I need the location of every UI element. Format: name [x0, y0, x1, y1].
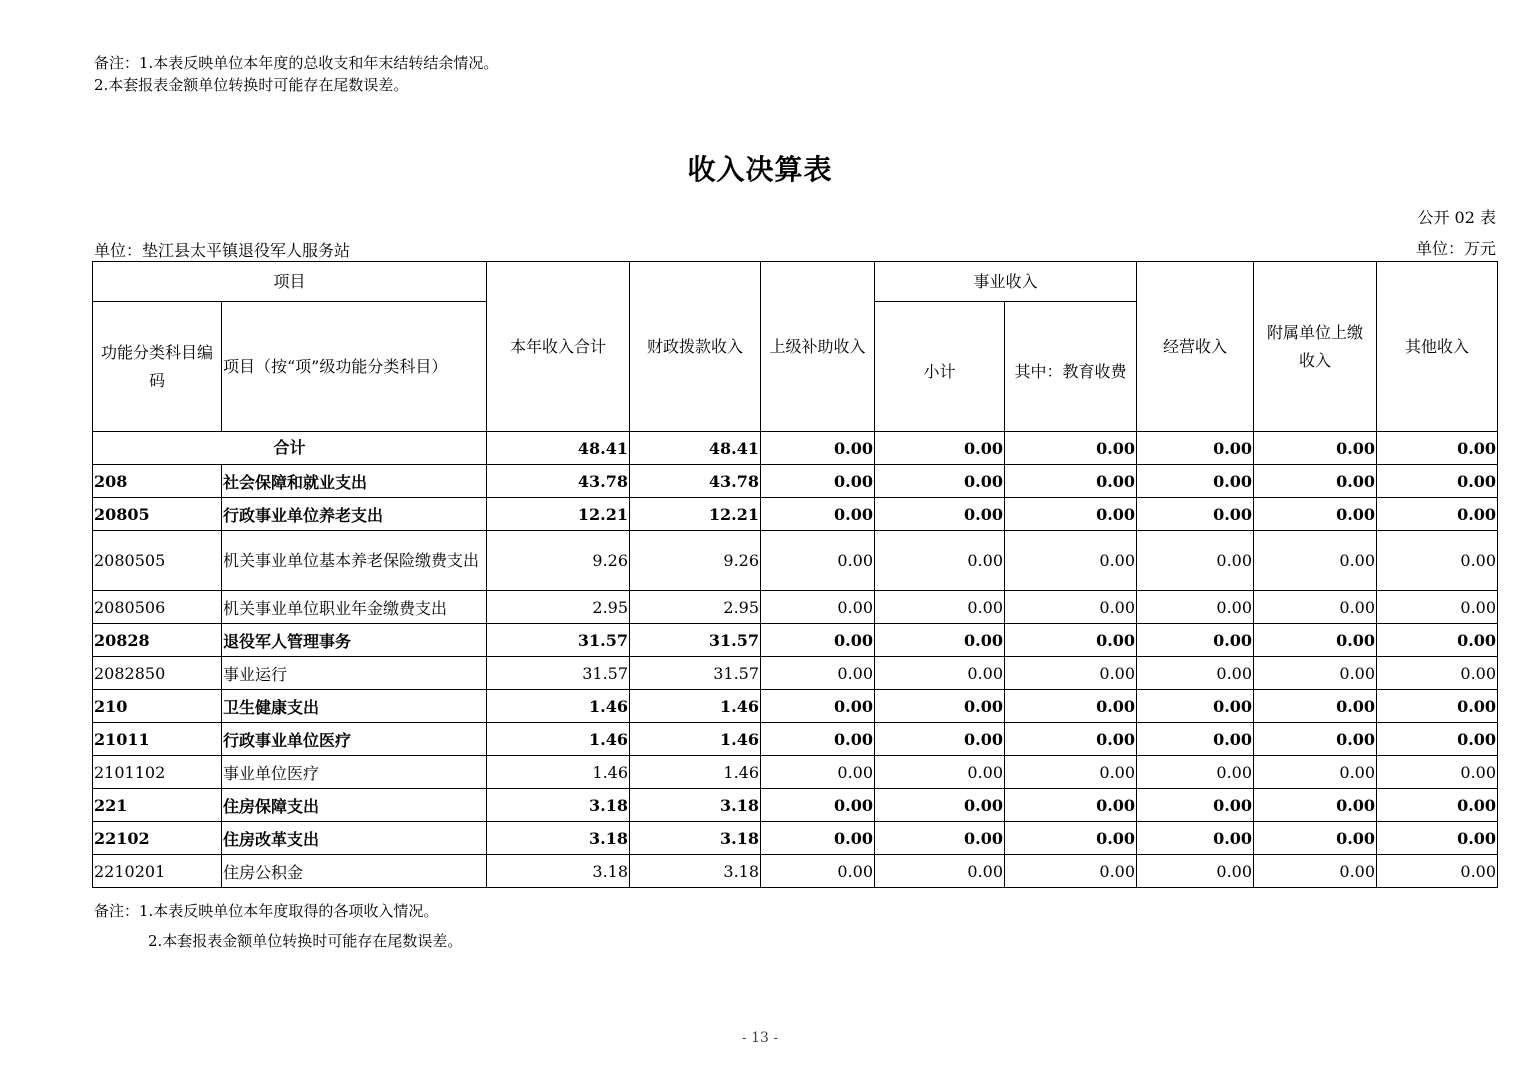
table-row [93, 465, 1498, 498]
row-value: 0.00 [1377, 756, 1498, 789]
row-value: 0.00 [875, 723, 1005, 756]
row-name: 事业单位医疗 [222, 756, 487, 789]
row-value: 0.00 [761, 756, 875, 789]
row-value: 0.00 [1137, 591, 1254, 624]
row-code: 221 [93, 789, 222, 822]
top-note-line-1: 备注：1.本表反映单位本年度的总收支和年末结转结余情况。 [94, 54, 499, 72]
row-value: 0.00 [1377, 789, 1498, 822]
row-value: 1.46 [630, 690, 761, 723]
total-label: 合计 [93, 432, 487, 465]
row-value: 0.00 [1005, 822, 1137, 855]
total-value: 0.00 [1137, 432, 1254, 465]
row-value: 0.00 [875, 531, 1005, 591]
total-value: 0.00 [1254, 432, 1377, 465]
row-value: 0.00 [875, 498, 1005, 531]
row-code: 2082850 [93, 657, 222, 690]
row-value: 3.18 [487, 822, 630, 855]
row-value: 0.00 [1254, 531, 1377, 591]
row-value: 0.00 [875, 756, 1005, 789]
header-affiliated: 附属单位上缴收入 [1254, 262, 1377, 432]
page-number: - 13 - [741, 1030, 779, 1046]
bottom-note-line-1: 备注：1.本表反映单位本年度取得的各项收入情况。 [94, 902, 439, 920]
header-subtotal: 小计 [875, 302, 1005, 432]
header-superior: 上级补助收入 [761, 262, 875, 432]
row-value: 0.00 [1005, 756, 1137, 789]
row-name: 住房保障支出 [222, 789, 487, 822]
header-total: 本年收入合计 [487, 262, 630, 432]
row-value: 0.00 [761, 789, 875, 822]
row-value: 0.00 [875, 465, 1005, 498]
total-row [93, 432, 1498, 465]
table-row [93, 624, 1498, 657]
header-project-group: 项目 [93, 262, 487, 302]
row-name: 机关事业单位职业年金缴费支出 [222, 591, 487, 624]
total-value: 0.00 [875, 432, 1005, 465]
row-value: 0.00 [1005, 723, 1137, 756]
form-id: 公开 02 表 [1417, 208, 1496, 227]
table-row [93, 690, 1498, 723]
row-value: 0.00 [761, 531, 875, 591]
row-value: 0.00 [1005, 657, 1137, 690]
unit-currency: 单位：万元 [1415, 239, 1496, 258]
total-value: 0.00 [1377, 432, 1498, 465]
table-row [93, 657, 1498, 690]
header-other: 其他收入 [1377, 262, 1498, 432]
table-row [93, 531, 1498, 591]
row-value: 0.00 [1137, 723, 1254, 756]
row-value: 0.00 [1377, 624, 1498, 657]
row-value: 43.78 [487, 465, 630, 498]
row-value: 1.46 [630, 756, 761, 789]
row-value: 0.00 [1254, 591, 1377, 624]
row-value: 31.57 [630, 657, 761, 690]
row-value: 0.00 [1137, 624, 1254, 657]
row-value: 12.21 [487, 498, 630, 531]
row-code: 2101102 [93, 756, 222, 789]
row-value: 0.00 [1005, 531, 1137, 591]
row-value: 3.18 [630, 789, 761, 822]
row-value: 31.57 [630, 624, 761, 657]
table-row [93, 756, 1498, 789]
bottom-note-line-2: 2.本套报表金额单位转换时可能存在尾数误差。 [148, 932, 463, 950]
row-value: 0.00 [1137, 756, 1254, 789]
row-value: 1.46 [630, 723, 761, 756]
row-code: 2210201 [93, 855, 222, 888]
table-row [93, 591, 1498, 624]
row-value: 0.00 [1137, 498, 1254, 531]
row-value: 0.00 [1377, 591, 1498, 624]
row-value: 0.00 [875, 624, 1005, 657]
row-value: 0.00 [1377, 822, 1498, 855]
row-value: 0.00 [875, 822, 1005, 855]
header-code: 功能分类科目编码 [93, 302, 222, 432]
row-value: 0.00 [1254, 723, 1377, 756]
row-value: 0.00 [1254, 624, 1377, 657]
row-value: 2.95 [487, 591, 630, 624]
row-value: 0.00 [875, 657, 1005, 690]
row-name: 退役军人管理事务 [222, 624, 487, 657]
table-row [93, 855, 1498, 888]
header-row-1 [93, 262, 1498, 302]
row-value: 0.00 [875, 690, 1005, 723]
row-value: 0.00 [875, 789, 1005, 822]
row-name: 社会保障和就业支出 [222, 465, 487, 498]
row-value: 0.00 [1377, 690, 1498, 723]
row-value: 0.00 [761, 822, 875, 855]
row-value: 1.46 [487, 690, 630, 723]
page-title: 收入决算表 [687, 153, 833, 186]
row-value: 0.00 [1254, 690, 1377, 723]
row-value: 0.00 [761, 690, 875, 723]
row-value: 43.78 [630, 465, 761, 498]
row-value: 0.00 [1005, 591, 1137, 624]
row-value: 0.00 [1377, 657, 1498, 690]
table-row [93, 822, 1498, 855]
table-row [93, 789, 1498, 822]
row-name: 住房公积金 [222, 855, 487, 888]
header-name: 项目（按“项”级功能分类科目） [222, 302, 487, 432]
row-value: 0.00 [1005, 789, 1137, 822]
row-value: 0.00 [1137, 855, 1254, 888]
row-name: 行政事业单位医疗 [222, 723, 487, 756]
row-code: 20805 [93, 498, 222, 531]
row-value: 3.18 [487, 789, 630, 822]
row-code: 20828 [93, 624, 222, 657]
row-value: 0.00 [1005, 465, 1137, 498]
row-value: 0.00 [1377, 498, 1498, 531]
row-code: 2080506 [93, 591, 222, 624]
row-value: 0.00 [875, 855, 1005, 888]
total-value: 0.00 [761, 432, 875, 465]
row-value: 0.00 [761, 498, 875, 531]
row-value: 0.00 [1377, 531, 1498, 591]
row-value: 0.00 [761, 624, 875, 657]
row-value: 9.26 [630, 531, 761, 591]
row-value: 0.00 [761, 591, 875, 624]
row-value: 0.00 [1377, 465, 1498, 498]
row-value: 0.00 [1005, 498, 1137, 531]
header-fiscal: 财政拨款收入 [630, 262, 761, 432]
row-name: 机关事业单位基本养老保险缴费支出 [222, 531, 487, 591]
row-code: 208 [93, 465, 222, 498]
row-name: 行政事业单位养老支出 [222, 498, 487, 531]
row-value: 9.26 [487, 531, 630, 591]
row-code: 21011 [93, 723, 222, 756]
unit-name: 单位：垫江县太平镇退役军人服务站 [94, 241, 351, 260]
row-value: 0.00 [1254, 465, 1377, 498]
row-name: 事业运行 [222, 657, 487, 690]
row-name: 卫生健康支出 [222, 690, 487, 723]
row-value: 0.00 [1137, 690, 1254, 723]
top-note-line-2: 2.本套报表金额单位转换时可能存在尾数误差。 [94, 76, 409, 94]
row-value: 0.00 [1254, 657, 1377, 690]
row-value: 0.00 [875, 591, 1005, 624]
row-value: 0.00 [1377, 855, 1498, 888]
row-code: 210 [93, 690, 222, 723]
header-education: 其中：教育收费 [1005, 302, 1137, 432]
row-value: 0.00 [1137, 657, 1254, 690]
row-value: 0.00 [1005, 624, 1137, 657]
row-value: 0.00 [1137, 531, 1254, 591]
row-value: 0.00 [1005, 855, 1137, 888]
row-value: 1.46 [487, 756, 630, 789]
row-value: 0.00 [1137, 822, 1254, 855]
header-business-group: 事业收入 [875, 262, 1137, 302]
table-row [93, 723, 1498, 756]
row-value: 0.00 [1137, 465, 1254, 498]
row-value: 1.46 [487, 723, 630, 756]
row-value: 0.00 [1254, 756, 1377, 789]
row-value: 31.57 [487, 657, 630, 690]
row-value: 3.18 [630, 822, 761, 855]
row-value: 0.00 [761, 855, 875, 888]
table-row [93, 498, 1498, 531]
total-value: 48.41 [487, 432, 630, 465]
row-value: 3.18 [487, 855, 630, 888]
row-value: 12.21 [630, 498, 761, 531]
row-code: 22102 [93, 822, 222, 855]
row-value: 2.95 [630, 591, 761, 624]
row-value: 0.00 [1254, 855, 1377, 888]
row-value: 0.00 [1254, 822, 1377, 855]
total-value: 48.41 [630, 432, 761, 465]
row-value: 0.00 [1377, 723, 1498, 756]
row-value: 0.00 [761, 465, 875, 498]
row-value: 0.00 [1254, 498, 1377, 531]
row-name: 住房改革支出 [222, 822, 487, 855]
row-code: 2080505 [93, 531, 222, 591]
row-value: 0.00 [1005, 690, 1137, 723]
total-value: 0.00 [1005, 432, 1137, 465]
row-value: 0.00 [1254, 789, 1377, 822]
row-value: 3.18 [630, 855, 761, 888]
row-value: 31.57 [487, 624, 630, 657]
row-value: 0.00 [761, 723, 875, 756]
row-value: 0.00 [1137, 789, 1254, 822]
row-value: 0.00 [761, 657, 875, 690]
income-table [92, 261, 1498, 888]
header-operating: 经营收入 [1137, 262, 1254, 432]
